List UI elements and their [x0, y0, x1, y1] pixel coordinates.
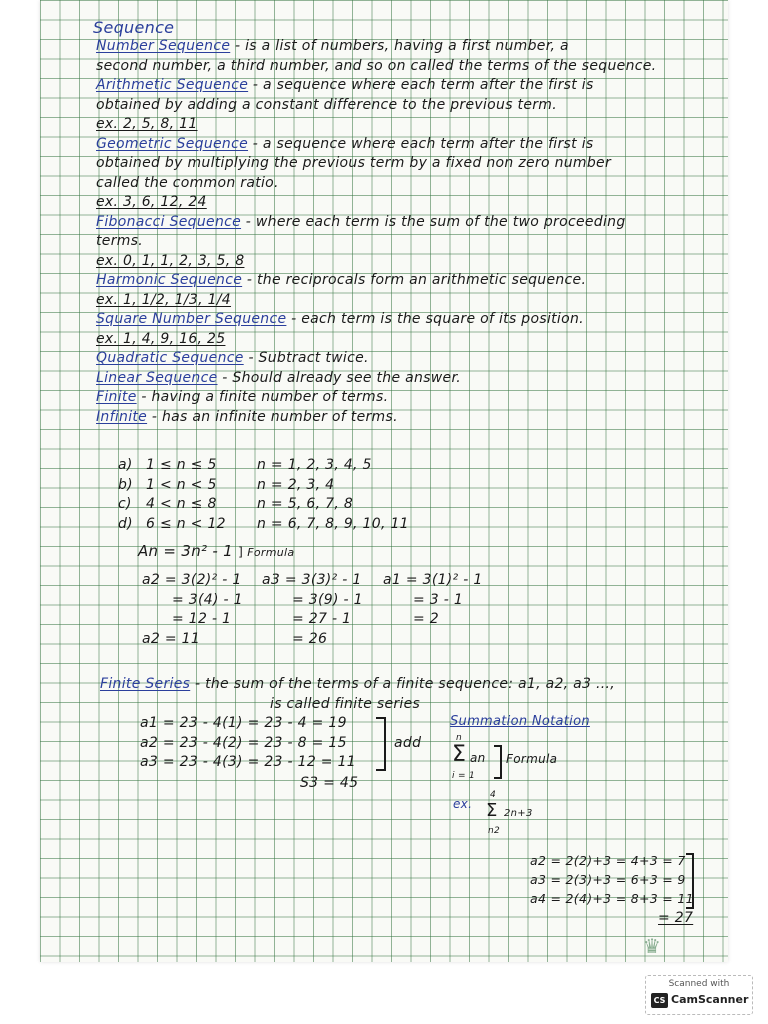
computation-line: = 26 — [292, 630, 328, 647]
example-text: ex. 2, 5, 8, 11 — [96, 116, 198, 132]
sigma-icon: Σ — [452, 742, 467, 767]
sigma-formula-label: Formula — [506, 752, 558, 766]
computation-line: = 27 - 1 — [292, 611, 352, 627]
series-sum — [300, 775, 358, 791]
series-term-line: a2 = 23 - 4(2) = 23 - 8 = 15 — [140, 734, 347, 751]
series-term-line: a3 = 23 - 4(3) = 23 - 12 = 11 — [140, 754, 356, 770]
definition-term: Linear Sequence — [96, 369, 218, 386]
finite-series-term: Finite Series — [100, 676, 191, 692]
definition-term: Finite — [96, 389, 137, 405]
definition-line — [96, 175, 279, 191]
definition-text: - where each term is the sum of the two proceeding — [241, 213, 626, 230]
example-text: ex. 1, 1/2, 1/3, 1/4 — [96, 291, 232, 308]
camscanner-watermark — [645, 975, 753, 1015]
definition-text: terms. — [96, 233, 144, 249]
computation-line: a1 = 3(1)² - 1 — [383, 572, 483, 588]
definition-term: Geometric Sequence — [96, 135, 249, 152]
formula-label: Formula — [247, 546, 295, 559]
range-values: n = 5, 6, 7, 8 — [257, 496, 354, 512]
definition-text: obtained by adding a constant difference to the previous term. — [96, 96, 557, 113]
definition-line — [96, 214, 626, 230]
formula-line: An = 3n² - 1 ] Formula — [138, 542, 295, 560]
definition-text: - Should already see the answer. — [217, 369, 461, 386]
range-condition: 1 ≤ n ≤ 5 — [146, 457, 217, 473]
definition-text: obtained by multiplying the previous term by a fixed non zero number — [96, 155, 612, 171]
definition-line — [96, 38, 569, 54]
example-text: ex. 1, 4, 9, 16, 25 — [96, 330, 226, 347]
range-label: b) — [118, 476, 133, 493]
definition-line — [96, 233, 143, 249]
range-label: a) — [118, 457, 133, 473]
series-term-line: a1 = 23 - 4(1) = 23 - 4 = 19 — [140, 715, 347, 731]
sigma-upper: n — [456, 733, 463, 743]
definition-line — [96, 331, 225, 347]
definition-term: Quadratic Sequence — [96, 350, 244, 366]
definition-line — [96, 389, 388, 405]
computation-line: = 3(9) - 1 — [292, 591, 363, 608]
definition-line — [96, 116, 198, 132]
definition-text: - the reciprocals form an arithmetic sequence. — [242, 272, 587, 288]
definition-term: Number Sequence — [96, 38, 231, 54]
definition-line — [96, 311, 584, 327]
definition-text: - a sequence where each term after the first is — [248, 77, 594, 93]
definition-line — [96, 253, 244, 269]
definition-text: - has an infinite number of terms. — [147, 408, 398, 425]
definition-term: Square Number Sequence — [96, 311, 287, 327]
computation-line: = 3(4) - 1 — [172, 591, 243, 608]
computation-line: = 3 - 1 — [413, 591, 464, 608]
summation-heading: Summation Notation — [450, 714, 590, 729]
watermark-name: CamScanner — [671, 993, 749, 1006]
range-label: c) — [118, 496, 132, 512]
definition-text: - having a finite number of terms. — [136, 389, 389, 405]
results-bracket — [686, 853, 694, 909]
example-upper: 4 — [490, 790, 497, 800]
definition-line — [96, 272, 586, 288]
definition-term: Fibonacci Sequence — [96, 213, 242, 230]
definition-line — [96, 155, 611, 171]
summation-result-line: a4 = 2(4)+3 = 8+3 = 11 — [530, 891, 694, 906]
range-values: n = 6, 7, 8, 9, 10, 11 — [257, 515, 409, 532]
sigma-icon-example: Σ — [486, 800, 498, 821]
camscanner-logo-icon: CS — [651, 993, 668, 1008]
example-body: 2n+3 — [504, 808, 533, 819]
definition-term: Arithmetic Sequence — [96, 77, 249, 93]
sigma-bracket — [494, 745, 502, 779]
definition-line — [96, 194, 207, 210]
summation-result-line: a3 = 2(3)+3 = 6+3 = 9 — [530, 872, 686, 887]
computation-line: a2 = 11 — [142, 630, 201, 647]
range-label: d) — [118, 515, 133, 532]
finite-series-definition — [100, 676, 615, 692]
range-values: n = 2, 3, 4 — [257, 476, 335, 493]
definition-text: called the common ratio. — [96, 174, 279, 191]
definition-line — [96, 292, 231, 308]
computation-line: a2 = 3(2)² - 1 — [142, 572, 242, 588]
watermark-caption: Scanned with — [668, 979, 730, 989]
range-values: n = 1, 2, 3, 4, 5 — [257, 457, 372, 473]
definition-line — [96, 97, 557, 113]
sigma-lower: i = 1 — [452, 771, 475, 781]
page-title: Sequence — [93, 18, 175, 37]
definition-text: - a sequence where each term after the first is — [248, 135, 594, 152]
series-bracket — [376, 717, 386, 771]
definition-text: - Subtract twice. — [243, 350, 369, 366]
definition-line — [96, 58, 656, 74]
definition-term: Harmonic Sequence — [96, 272, 243, 288]
summation-result-line: a2 = 2(2)+3 = 4+3 = 7 — [530, 853, 686, 868]
example-text: ex. 3, 6, 12, 24 — [96, 194, 207, 210]
range-condition: 4 < n ≤ 8 — [146, 496, 217, 512]
formula-expression: An = 3n² - 1 — [138, 542, 234, 560]
sigma-body: an — [470, 751, 486, 765]
definition-line — [96, 350, 369, 366]
series-sum-text: S3 = 45 — [300, 775, 359, 791]
computation-line: = 12 - 1 — [172, 611, 232, 627]
finite-series-text: - the sum of the terms of a finite sequence: a1, a2, a3 ..., — [190, 676, 616, 692]
example-lower: n2 — [488, 826, 501, 836]
range-condition: 1 < n < 5 — [146, 476, 217, 493]
definition-line — [96, 370, 461, 386]
definition-text: second number, a third number, and so on called the terms of the sequence. — [96, 57, 657, 74]
finite-series-text-cont: is called finite series — [270, 696, 421, 712]
example-text: ex. 0, 1, 1, 2, 3, 5, 8 — [96, 252, 245, 269]
range-condition: 6 ≤ n < 12 — [146, 515, 226, 532]
example-label: ex. — [453, 797, 473, 811]
definition-term: Infinite — [96, 408, 148, 425]
definition-text: - each term is the square of its position. — [286, 311, 584, 327]
add-label: add — [394, 735, 422, 751]
crown-icon: ♛ — [643, 934, 661, 958]
computation-line: a3 = 3(3)² - 1 — [262, 572, 362, 588]
computation-line: = 2 — [413, 611, 439, 627]
definition-line — [96, 136, 593, 152]
definition-line — [96, 409, 398, 425]
definition-text: - is a list of numbers, having a first number, a — [230, 38, 569, 54]
results-total: = 27 — [658, 910, 694, 926]
definition-line — [96, 77, 594, 93]
